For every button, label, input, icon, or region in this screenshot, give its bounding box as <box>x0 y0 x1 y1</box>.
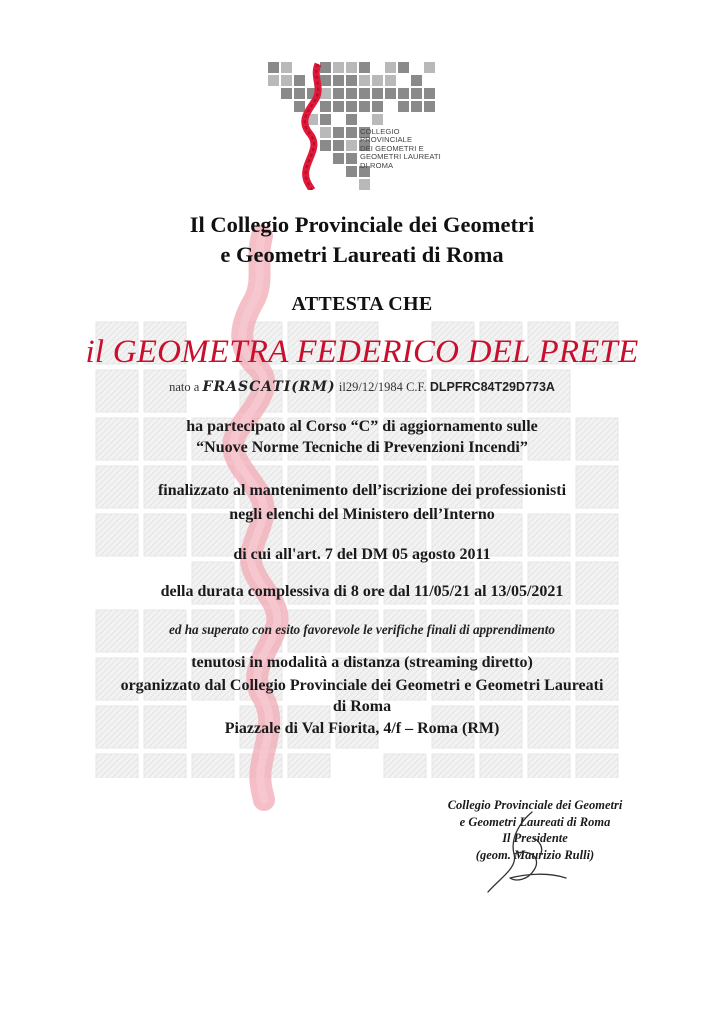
purpose-line-2: negli elenchi del Ministero dell’Interno <box>229 506 495 523</box>
purpose-line-1: finalizzato al mantenimento dell’iscrizione dei professionisti <box>157 482 567 499</box>
logo-grid-cell <box>359 101 370 112</box>
logo-grid-cell <box>359 75 370 86</box>
birth-details <box>0 379 724 395</box>
logo-grid-cell <box>333 75 344 86</box>
logo-grid-cell <box>398 88 409 99</box>
logo-grid-cell <box>398 62 409 73</box>
mode-line-2: organizzato dal Collegio Provinciale dei Geometri e Geometri Laureati <box>120 677 604 694</box>
logo-grid-cell <box>320 140 331 151</box>
logo-grid-cell <box>411 75 422 86</box>
logo-grid-cell <box>411 101 422 112</box>
duration-line: della durata complessiva di 8 ore dal 11/05/21 al 13/05/2021 <box>160 583 564 600</box>
logo-grid-cell <box>333 153 344 164</box>
attesta-heading: ATTESTA CHE <box>291 293 433 315</box>
course-line-2: “Nuove Norme Tecniche di Prevenzioni Incendi” <box>196 439 528 456</box>
logo-grid-cell <box>346 127 357 138</box>
logo-grid-cell <box>320 62 331 73</box>
logo-text-line: PROVINCIALE <box>360 135 413 145</box>
born-date: 29/12/1984 <box>345 380 403 394</box>
born-prefix: nato a <box>169 380 200 394</box>
logo-grid-cell <box>385 88 396 99</box>
logo-grid-cell <box>346 88 357 99</box>
logo-grid-cell <box>411 88 422 99</box>
logo-grid-cell <box>294 101 305 112</box>
logo-grid-cell <box>320 114 331 125</box>
mode-line-1: tenutosi in modalità a distanza (streaming diretto) <box>191 654 533 671</box>
logo-grid-cell <box>268 75 279 86</box>
logo-grid-cell <box>372 101 383 112</box>
logo-grid-cell <box>320 75 331 86</box>
logo-grid-cell <box>333 62 344 73</box>
logo-text-line: COLLEGIO <box>360 127 400 136</box>
logo-grid-cell <box>346 62 357 73</box>
logo-grid-cell <box>320 127 331 138</box>
logo-grid-cell <box>346 153 357 164</box>
logo-grid-cell <box>333 140 344 151</box>
logo-text-line: DEI GEOMETRI E <box>360 143 424 153</box>
handwritten-signature-icon <box>470 808 590 898</box>
logo-grid-cell <box>398 101 409 112</box>
logo-grid-cell <box>346 166 357 177</box>
born-place: FRASCATI(RM) <box>202 379 336 395</box>
signature-line-4: (geom. Maurizio Rulli) <box>475 847 595 862</box>
recipient-name: il GEOMETRA FEDERICO DEL PRETE <box>85 334 639 370</box>
logo-text <box>360 128 470 170</box>
logo-grid-cell <box>359 179 370 190</box>
logo-grid-cell <box>424 62 435 73</box>
cf-prefix: C.F. <box>406 380 427 394</box>
logo-text-line: DI ROMA <box>360 160 394 170</box>
logo-grid-cell <box>320 88 331 99</box>
logo-grid-cell <box>372 88 383 99</box>
logo-grid-cell <box>268 62 279 73</box>
result-line: ed ha superato con esito favorevole le verifiche finali di apprendimento <box>168 622 556 637</box>
logo-grid-cell <box>281 62 292 73</box>
header-line-1: Il Collegio Provinciale dei Geometri <box>189 212 535 237</box>
article-line: di cui all'art. 7 del DM 05 agosto 2011 <box>233 546 491 563</box>
logo-grid-cell <box>359 62 370 73</box>
logo-grid-cell <box>333 88 344 99</box>
logo-grid-cell <box>333 127 344 138</box>
logo-grid-cell <box>372 75 383 86</box>
logo-grid-cell <box>424 88 435 99</box>
logo-grid-cell <box>294 75 305 86</box>
signature-line-2: e Geometri Laureati di Roma <box>459 814 611 829</box>
fiscal-code: DLPFRC84T29D773A <box>429 380 555 394</box>
mode-line-3: di Roma <box>332 698 392 715</box>
born-date-prefix: il <box>338 380 346 394</box>
logo-text-line: GEOMETRI LAUREATI <box>360 152 441 162</box>
logo-grid-cell <box>320 101 331 112</box>
logo-grid-cell <box>385 62 396 73</box>
header-line-2: e Geometri Laureati di Roma <box>220 242 504 267</box>
logo-grid-cell <box>346 75 357 86</box>
logo-grid-cell <box>372 114 383 125</box>
logo-grid-cell <box>346 114 357 125</box>
logo-grid-cell <box>294 88 305 99</box>
logo-grid-cell <box>346 140 357 151</box>
logo-grid-cell <box>424 101 435 112</box>
logo-grid-cell <box>359 88 370 99</box>
collegio-logo-icon <box>266 60 456 190</box>
logo-grid-cell <box>346 101 357 112</box>
logo-grid-cell <box>385 75 396 86</box>
logo-grid-cell <box>281 75 292 86</box>
signature-line-1: Collegio Provinciale dei Geometri <box>447 798 623 812</box>
course-line-1: ha partecipato al Corso “C” di aggiornamento sulle <box>186 418 538 435</box>
logo-grid-cell <box>281 88 292 99</box>
address-line: Piazzale di Val Fiorita, 4/f – Roma (RM) <box>224 720 500 737</box>
logo-grid-cell <box>333 101 344 112</box>
signature-line-3: Il Presidente <box>502 831 568 845</box>
